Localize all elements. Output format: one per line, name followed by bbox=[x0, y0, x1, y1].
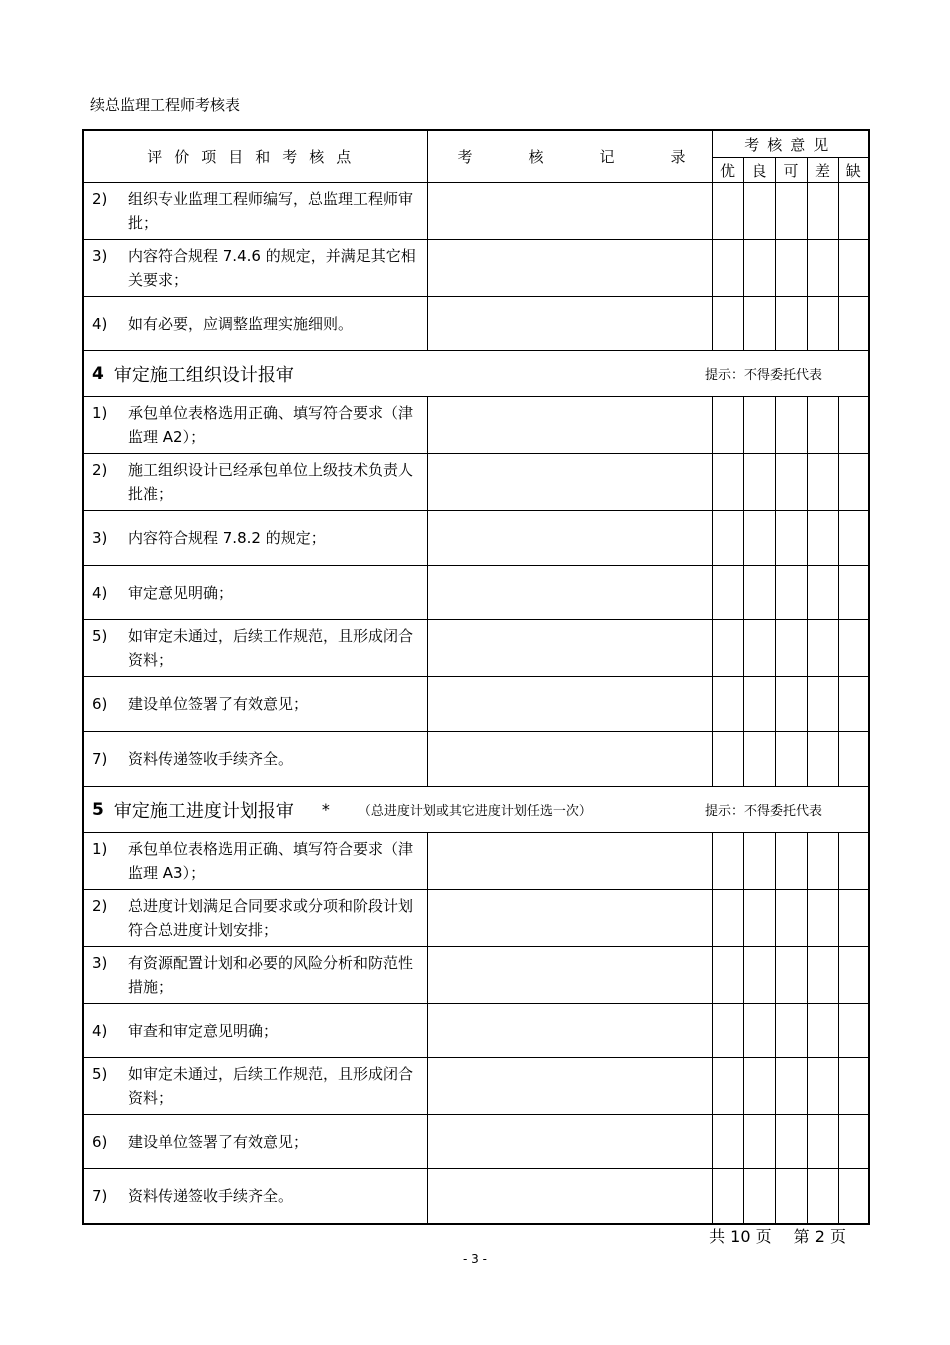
table-row bbox=[83, 947, 869, 1004]
grade-cell bbox=[807, 620, 838, 677]
item-content bbox=[84, 308, 427, 340]
item-content bbox=[84, 397, 427, 453]
record-cell bbox=[427, 890, 712, 947]
table-row bbox=[83, 732, 869, 787]
table-row bbox=[83, 511, 869, 566]
item-content bbox=[84, 1015, 427, 1047]
item-number: 7) bbox=[92, 750, 108, 768]
page-number: - 3 - bbox=[463, 1252, 487, 1266]
item-cell bbox=[83, 1058, 427, 1115]
item-content bbox=[84, 577, 427, 609]
item-text: 审定意见明确； bbox=[128, 583, 234, 602]
grade-excellent: 优 bbox=[712, 158, 743, 183]
item-number: 2) bbox=[92, 897, 108, 915]
grade-cell bbox=[775, 297, 807, 351]
item-number: 4) bbox=[92, 1021, 108, 1040]
grade-good: 良 bbox=[743, 158, 775, 183]
grade-cell bbox=[807, 566, 838, 620]
item-number: 3) bbox=[92, 529, 108, 547]
item-content bbox=[84, 240, 427, 296]
grade-cell bbox=[712, 397, 743, 454]
item-cell bbox=[83, 1169, 427, 1224]
grade-cell bbox=[775, 1169, 807, 1224]
item-text: 资料传递签收手续齐全。 bbox=[128, 750, 294, 768]
record-cell bbox=[427, 454, 712, 511]
section-title: 审定施工进度计划报审 bbox=[113, 800, 294, 822]
item-text: 建设单位签署了有效意见； bbox=[128, 1132, 309, 1151]
record-cell bbox=[427, 677, 712, 732]
item-number: 6) bbox=[92, 1132, 108, 1151]
grade-cell bbox=[838, 297, 869, 351]
grade-cell bbox=[807, 1058, 838, 1115]
grade-cell bbox=[743, 1058, 775, 1115]
item-text: 建设单位签署了有效意见； bbox=[128, 695, 309, 713]
item-cell bbox=[83, 397, 427, 454]
grade-cell bbox=[712, 620, 743, 677]
record-cell bbox=[427, 833, 712, 890]
record-cell bbox=[427, 397, 712, 454]
item-cell bbox=[83, 947, 427, 1004]
grade-cell bbox=[838, 732, 869, 787]
item-content bbox=[84, 1058, 427, 1114]
section-note: （总进度计划或其它进度计划任选一次） bbox=[357, 804, 592, 819]
section-star: * bbox=[321, 800, 330, 819]
item-cell bbox=[83, 566, 427, 620]
table-row bbox=[83, 454, 869, 511]
grade-cell bbox=[838, 1169, 869, 1224]
item-text: 承包单位表格选用正确、填写符合要求（津监理 A2）； bbox=[128, 404, 414, 446]
item-text: 审查和审定意见明确； bbox=[128, 1021, 279, 1040]
header-record-char: 考 bbox=[457, 148, 473, 166]
record-cell bbox=[427, 1058, 712, 1115]
grade-cell bbox=[712, 183, 743, 240]
grade-cell bbox=[775, 947, 807, 1004]
record-cell bbox=[427, 1169, 712, 1224]
grade-cell bbox=[743, 732, 775, 787]
header-record-char: 记 bbox=[599, 148, 615, 166]
section-cell bbox=[83, 351, 869, 397]
grade-cell bbox=[775, 454, 807, 511]
item-text: 总进度计划满足合同要求或分项和阶段计划符合总进度计划安排； bbox=[128, 897, 414, 939]
item-number: 2) bbox=[92, 190, 108, 208]
table-row bbox=[83, 566, 869, 620]
grade-cell bbox=[743, 183, 775, 240]
grade-cell bbox=[807, 833, 838, 890]
grade-cell bbox=[712, 511, 743, 566]
table-row bbox=[83, 677, 869, 732]
header-record-char: 核 bbox=[528, 148, 544, 166]
grade-cell bbox=[838, 947, 869, 1004]
item-content bbox=[84, 947, 427, 1003]
grade-cell bbox=[838, 833, 869, 890]
grade-cell bbox=[775, 183, 807, 240]
grade-cell bbox=[712, 732, 743, 787]
grade-cell bbox=[838, 511, 869, 566]
grade-cell bbox=[743, 620, 775, 677]
table-row bbox=[83, 1169, 869, 1224]
table-row bbox=[83, 1058, 869, 1115]
item-cell bbox=[83, 1115, 427, 1169]
item-content bbox=[84, 620, 427, 676]
grade-cell bbox=[838, 397, 869, 454]
grade-cell bbox=[807, 732, 838, 787]
assessment-table bbox=[82, 129, 870, 1225]
header-record bbox=[427, 130, 712, 183]
grade-cell bbox=[807, 511, 838, 566]
header-opinion: 考核意见 bbox=[712, 130, 869, 158]
item-cell bbox=[83, 297, 427, 351]
section-row bbox=[83, 787, 869, 833]
section-heading bbox=[84, 797, 868, 823]
item-number: 5) bbox=[92, 627, 108, 645]
item-content bbox=[84, 743, 427, 775]
grade-cell bbox=[838, 1058, 869, 1115]
grade-cell bbox=[838, 454, 869, 511]
item-cell bbox=[83, 890, 427, 947]
item-content bbox=[84, 454, 427, 510]
grade-cell bbox=[807, 1169, 838, 1224]
grade-cell bbox=[712, 297, 743, 351]
grade-cell bbox=[838, 240, 869, 297]
header-record-char: 录 bbox=[670, 148, 686, 166]
item-content bbox=[84, 688, 427, 720]
grade-cell bbox=[775, 240, 807, 297]
grade-poor: 差 bbox=[807, 158, 838, 183]
grade-missing: 缺 bbox=[838, 158, 869, 183]
table-row bbox=[83, 397, 869, 454]
item-text: 如有必要，应调整监理实施细则。 bbox=[128, 314, 354, 333]
grade-cell bbox=[712, 833, 743, 890]
grade-cell bbox=[838, 566, 869, 620]
grade-cell bbox=[807, 890, 838, 947]
item-content bbox=[84, 183, 427, 239]
record-cell bbox=[427, 566, 712, 620]
item-content bbox=[84, 1126, 427, 1158]
grade-cell bbox=[712, 1115, 743, 1169]
item-number: 7) bbox=[92, 1186, 108, 1205]
grade-cell bbox=[712, 566, 743, 620]
grade-cell bbox=[838, 677, 869, 732]
item-cell bbox=[83, 620, 427, 677]
grade-cell bbox=[743, 1004, 775, 1058]
grade-cell bbox=[807, 454, 838, 511]
record-cell bbox=[427, 1115, 712, 1169]
table-row bbox=[83, 297, 869, 351]
item-number: 1) bbox=[92, 404, 108, 422]
item-cell bbox=[83, 833, 427, 890]
grade-cell bbox=[807, 1004, 838, 1058]
grade-cell bbox=[775, 677, 807, 732]
grade-cell bbox=[743, 947, 775, 1004]
grade-cell bbox=[807, 183, 838, 240]
grade-cell bbox=[807, 1115, 838, 1169]
item-number: 2) bbox=[92, 461, 108, 479]
document-title: 续总监理工程师考核表 bbox=[90, 96, 241, 114]
record-cell bbox=[427, 1004, 712, 1058]
table-row bbox=[83, 620, 869, 677]
item-number: 3) bbox=[92, 954, 108, 972]
grade-cell bbox=[712, 1004, 743, 1058]
record-cell bbox=[427, 620, 712, 677]
record-cell bbox=[427, 297, 712, 351]
item-number: 4) bbox=[92, 314, 108, 333]
table-row bbox=[83, 890, 869, 947]
grade-cell bbox=[743, 1169, 775, 1224]
section-title: 审定施工组织设计报审 bbox=[113, 364, 294, 386]
grade-cell bbox=[775, 620, 807, 677]
grade-cell bbox=[838, 183, 869, 240]
item-text: 有资源配置计划和必要的风险分析和防范性措施； bbox=[128, 954, 414, 996]
grade-cell bbox=[807, 947, 838, 1004]
grade-cell bbox=[743, 511, 775, 566]
grade-cell bbox=[743, 297, 775, 351]
grade-cell bbox=[775, 833, 807, 890]
grade-cell bbox=[807, 397, 838, 454]
section-row bbox=[83, 351, 869, 397]
grade-cell bbox=[743, 890, 775, 947]
grade-cell bbox=[712, 1058, 743, 1115]
grade-cell bbox=[712, 677, 743, 732]
grade-cell bbox=[775, 511, 807, 566]
item-number: 6) bbox=[92, 695, 108, 713]
record-cell bbox=[427, 240, 712, 297]
grade-cell bbox=[838, 620, 869, 677]
grade-cell bbox=[775, 890, 807, 947]
item-content bbox=[84, 890, 427, 946]
grade-cell bbox=[743, 677, 775, 732]
section-number: 5 bbox=[92, 799, 104, 820]
record-cell bbox=[427, 511, 712, 566]
section-heading bbox=[84, 361, 868, 387]
item-cell bbox=[83, 240, 427, 297]
item-number: 5) bbox=[92, 1065, 108, 1083]
grade-cell bbox=[775, 397, 807, 454]
grade-cell bbox=[743, 240, 775, 297]
grade-cell bbox=[775, 1115, 807, 1169]
item-content bbox=[84, 833, 427, 889]
item-text: 承包单位表格选用正确、填写符合要求（津监理 A3）； bbox=[128, 840, 414, 882]
grade-cell bbox=[807, 240, 838, 297]
section-number: 4 bbox=[92, 363, 104, 384]
item-cell bbox=[83, 454, 427, 511]
grade-cell bbox=[775, 566, 807, 620]
grade-cell bbox=[743, 1115, 775, 1169]
grade-cell bbox=[743, 454, 775, 511]
section-hint: 提示：不得委托代表 bbox=[704, 804, 822, 819]
table-row bbox=[83, 1115, 869, 1169]
record-cell bbox=[427, 732, 712, 787]
header-eval: 评价项目和考核点 bbox=[83, 130, 427, 183]
item-text: 内容符合规程 7.8.2 的规定； bbox=[128, 529, 326, 547]
item-text: 组织专业监理工程师编写，总监理工程师审批； bbox=[128, 190, 414, 232]
grade-cell bbox=[807, 677, 838, 732]
grade-cell bbox=[775, 1004, 807, 1058]
page-total: 共 10 页 bbox=[709, 1227, 772, 1246]
item-text: 施工组织设计已经承包单位上级技术负责人批准； bbox=[128, 461, 414, 503]
grade-fair: 可 bbox=[775, 158, 807, 183]
item-number: 3) bbox=[92, 247, 108, 265]
item-text: 如审定未通过，后续工作规范，且形成闭合资料； bbox=[128, 627, 414, 669]
section-cell bbox=[83, 787, 869, 833]
grade-cell bbox=[775, 732, 807, 787]
grade-cell bbox=[712, 947, 743, 1004]
grade-cell bbox=[807, 297, 838, 351]
grade-cell bbox=[712, 1169, 743, 1224]
item-content bbox=[84, 1180, 427, 1212]
grade-cell bbox=[712, 890, 743, 947]
item-cell bbox=[83, 1004, 427, 1058]
item-number: 1) bbox=[92, 840, 108, 858]
record-cell bbox=[427, 183, 712, 240]
item-text: 内容符合规程 7.4.6 的规定，并满足其它相关要求； bbox=[128, 247, 416, 289]
item-cell bbox=[83, 732, 427, 787]
item-text: 如审定未通过，后续工作规范，且形成闭合资料； bbox=[128, 1065, 414, 1107]
grade-cell bbox=[775, 1058, 807, 1115]
page-current: 第 2 页 bbox=[793, 1227, 846, 1246]
grade-cell bbox=[743, 397, 775, 454]
grade-cell bbox=[712, 240, 743, 297]
item-cell bbox=[83, 511, 427, 566]
grade-cell bbox=[712, 454, 743, 511]
grade-cell bbox=[743, 566, 775, 620]
item-content bbox=[84, 522, 427, 554]
table-row bbox=[83, 1004, 869, 1058]
record-cell bbox=[427, 947, 712, 1004]
grade-cell bbox=[838, 1115, 869, 1169]
item-cell bbox=[83, 183, 427, 240]
grade-cell bbox=[838, 890, 869, 947]
table-row bbox=[83, 183, 869, 240]
section-hint: 提示：不得委托代表 bbox=[704, 368, 822, 383]
table-row bbox=[83, 240, 869, 297]
table-row bbox=[83, 833, 869, 890]
grade-cell bbox=[838, 1004, 869, 1058]
page-count bbox=[687, 1224, 846, 1247]
header-row-1 bbox=[83, 130, 869, 158]
item-text: 资料传递签收手续齐全。 bbox=[128, 1186, 294, 1205]
item-number: 4) bbox=[92, 583, 108, 602]
grade-cell bbox=[743, 833, 775, 890]
item-cell bbox=[83, 677, 427, 732]
